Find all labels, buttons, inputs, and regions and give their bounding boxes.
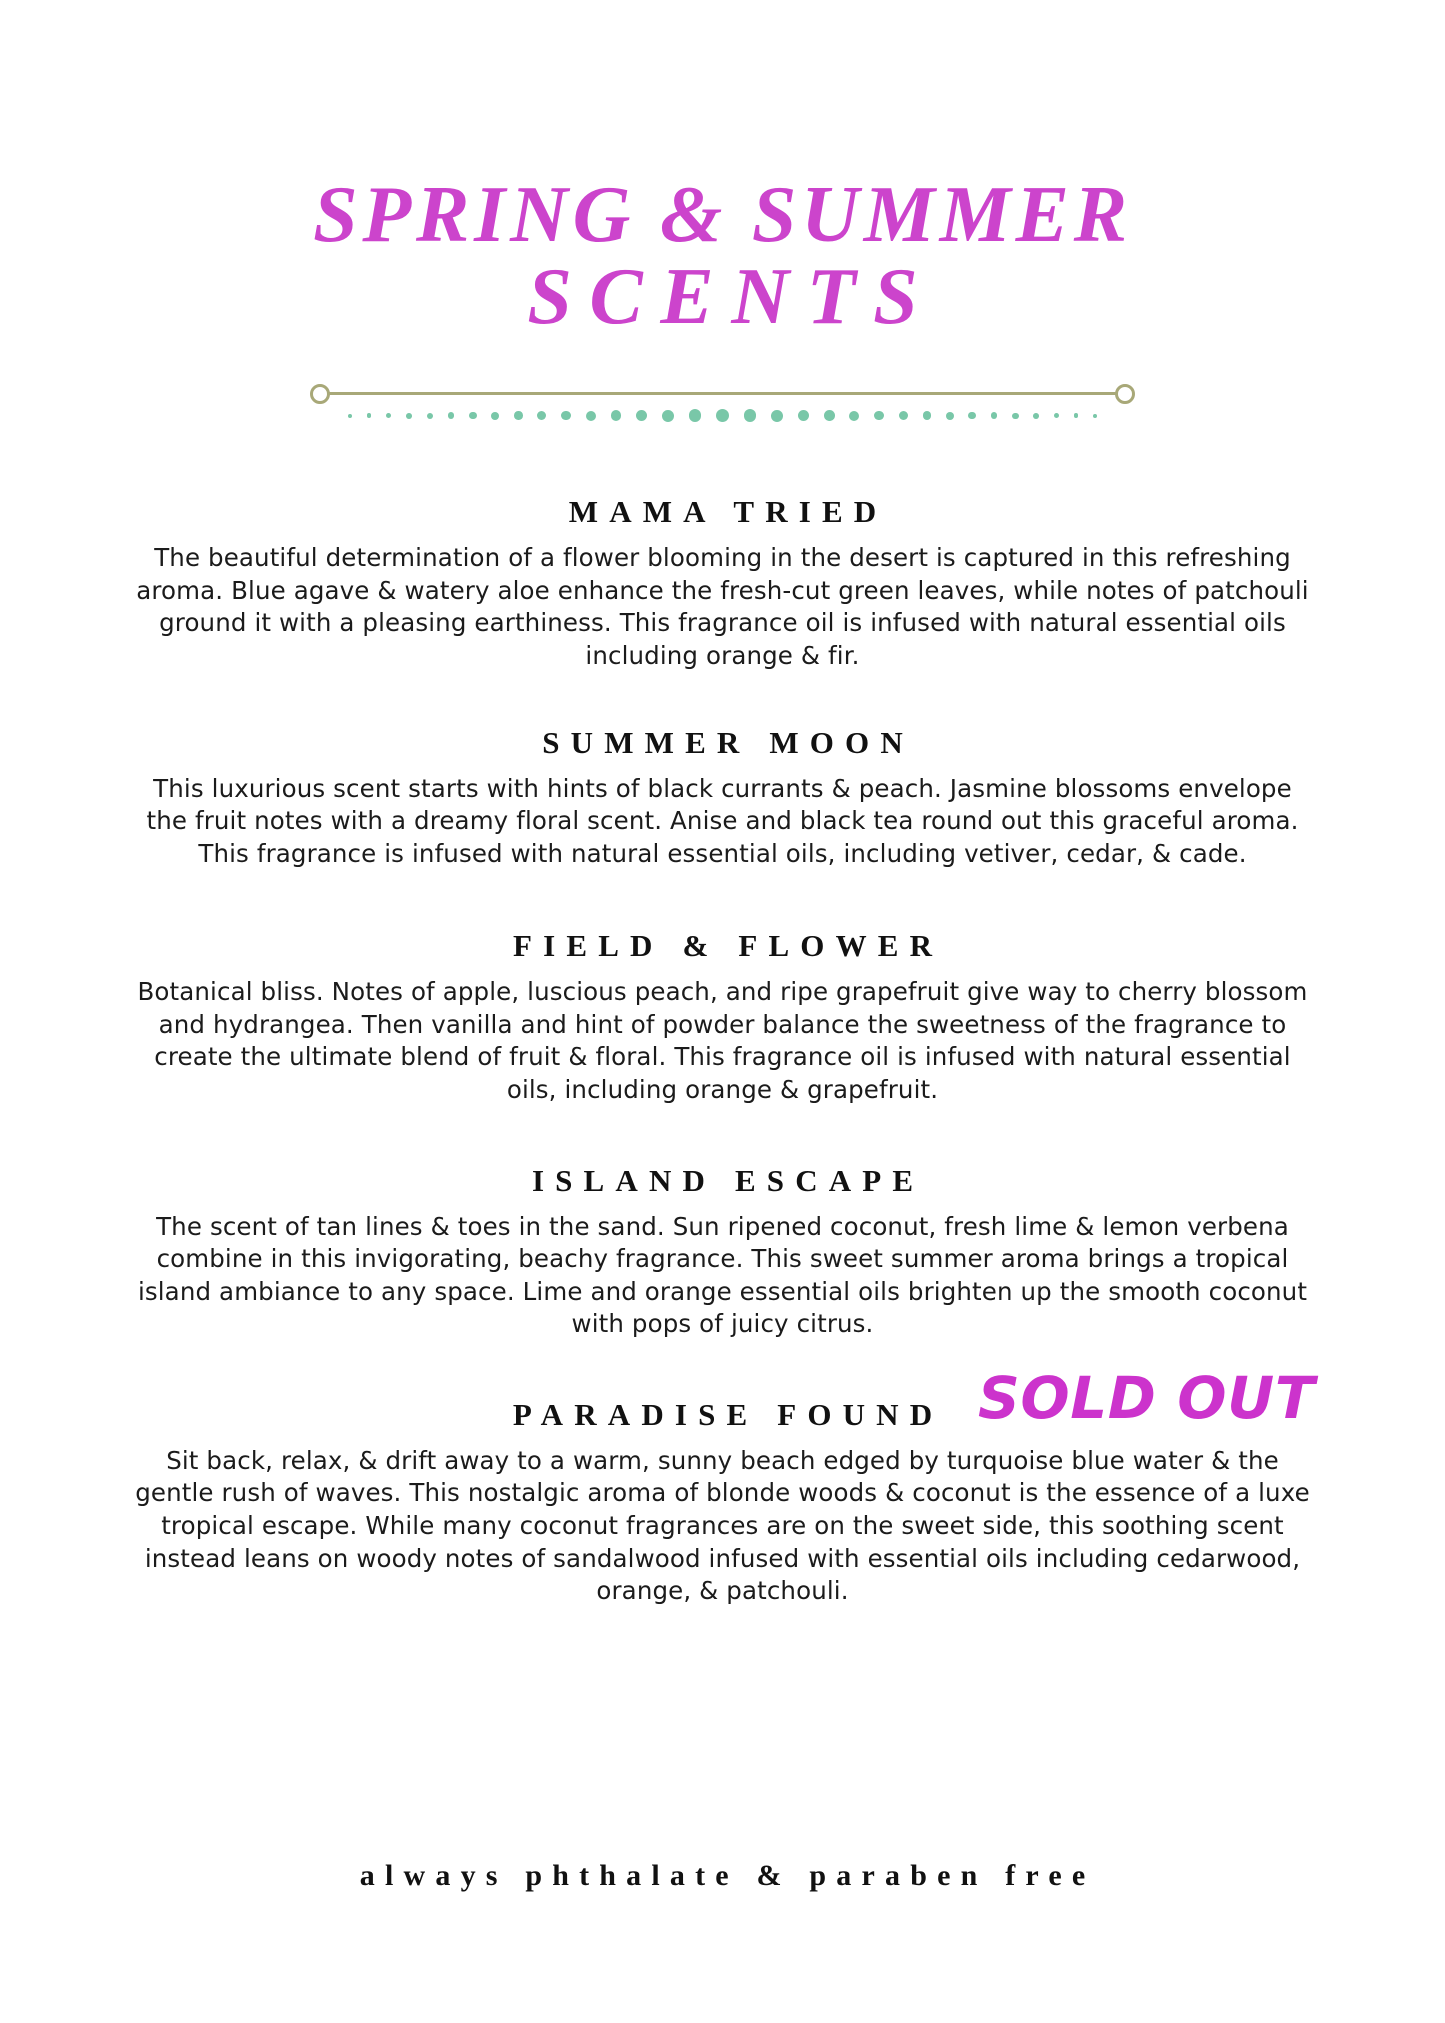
scent-name: FIELD & FLOWER (513, 928, 944, 964)
divider-dot (899, 411, 908, 420)
divider-dot (1074, 413, 1079, 418)
scent-name-row (130, 725, 1315, 761)
scent-entry (130, 1363, 1315, 1608)
scent-description: Botanical bliss. Notes of apple, luscious peach, and ripe grapefruit give way to cherry blossom and hydrangea. Then vanilla and hint of powder balance the sweetness of the fragrance to create the ultimate blend of fruit & floral. This fragrance oil is infused with natural essential oils, including orange & grapefruit. (137, 977, 1308, 1104)
scent-description: The beautiful determination of a flower blooming in the desert is captured in this refreshing aroma. Blue agave & watery aloe enhance the fresh-cut green leaves, while notes of patchouli ground it with a pleasing earthiness. This fragrance oil is infused with natural essential oils including orange & fir. (136, 543, 1309, 670)
page-title-line-2: SCENTS (527, 252, 936, 341)
scent-name-row (130, 1363, 1315, 1433)
divider-dot (824, 410, 835, 421)
divider-dot (469, 412, 476, 419)
scent-name: PARADISE FOUND (512, 1396, 944, 1432)
scent-name-row (130, 1163, 1315, 1199)
divider-dot (1033, 413, 1039, 419)
divider-dots (348, 409, 1097, 422)
divider-dot (514, 411, 523, 420)
divider-dot (689, 409, 701, 421)
divider-dot (427, 413, 433, 419)
divider-end-circle-right (1115, 384, 1135, 404)
scent-list (0, 494, 1445, 1608)
divider-dot (968, 412, 975, 419)
divider-bar (328, 392, 1117, 395)
scent-name-row (130, 494, 1315, 530)
divider-dot (991, 412, 998, 419)
divider-end-circle-left (310, 384, 330, 404)
divider-dot (491, 412, 499, 420)
divider-dot (1054, 413, 1059, 418)
divider-dot (611, 410, 622, 421)
divider-dot (849, 411, 859, 421)
divider-dot (923, 411, 932, 420)
scent-description: The scent of tan lines & toes in the sand. Sun ripened coconut, fresh lime & lemon verbena combine in this invigorating, beachy fragrance. This sweet summer aroma brings a tropical island ambiance to any space. Lime and orange essential oils brighten up the smooth coconut with pops of juicy citrus. (137, 1211, 1308, 1339)
scent-entry (130, 928, 1315, 1106)
divider-dot (744, 409, 756, 421)
divider-dot (798, 410, 809, 421)
page-title-line-1: SPRING & SUMMER (313, 171, 1132, 259)
scent-name: ISLAND ESCAPE (531, 1162, 925, 1198)
scent-entry (130, 494, 1315, 672)
divider-dot (448, 412, 455, 419)
divider-dot (561, 411, 571, 421)
divider-dot (1093, 414, 1097, 418)
scent-entry (130, 1163, 1315, 1341)
scent-name: SUMMER MOON (542, 724, 914, 760)
footer (0, 1859, 1445, 1893)
page-title (0, 0, 1445, 341)
divider-dot (662, 410, 674, 422)
divider-dot (716, 409, 729, 422)
scent-name-row (130, 928, 1315, 964)
divider-dot (586, 411, 596, 421)
scent-entry (130, 725, 1315, 871)
scent-description: Sit back, relax, & drift away to a warm, sunny beach edged by turquoise blue water & the gentle rush of waves. This nostalgic aroma of blonde woods & coconut is the essence of a luxe tropical escape. While many coconut fragrances are on the sweet side, this soothing scent instead leans on woody notes of sandalwood infused with essential oils including cedarwood, orange, & patchouli. (135, 1445, 1310, 1606)
status-badge-sold-out: SOLD OUT (978, 1363, 1315, 1432)
divider-dot (367, 413, 372, 418)
scent-description: This luxurious scent starts with hints of black currants & peach. Jasmine blossoms envelope the fruit notes with a dreamy floral scent. Anise and black tea round out this graceful aroma. This fragrance is infused with natural essential oils, including vetiver, cedar, & cade. (146, 773, 1299, 868)
scent-name: MAMA TRIED (568, 494, 888, 530)
divider-dot (874, 411, 884, 421)
divider-dot (386, 413, 391, 418)
divider-dot (946, 412, 954, 420)
divider-dot (636, 410, 647, 421)
divider-dot (406, 413, 412, 419)
divider-dot (771, 410, 783, 422)
divider-dot (348, 414, 352, 418)
footer-tagline: always phthalate & paraben free (359, 1859, 1096, 1892)
divider-dot (1012, 413, 1018, 419)
divider-dot (537, 411, 546, 420)
decorative-divider (310, 376, 1135, 424)
